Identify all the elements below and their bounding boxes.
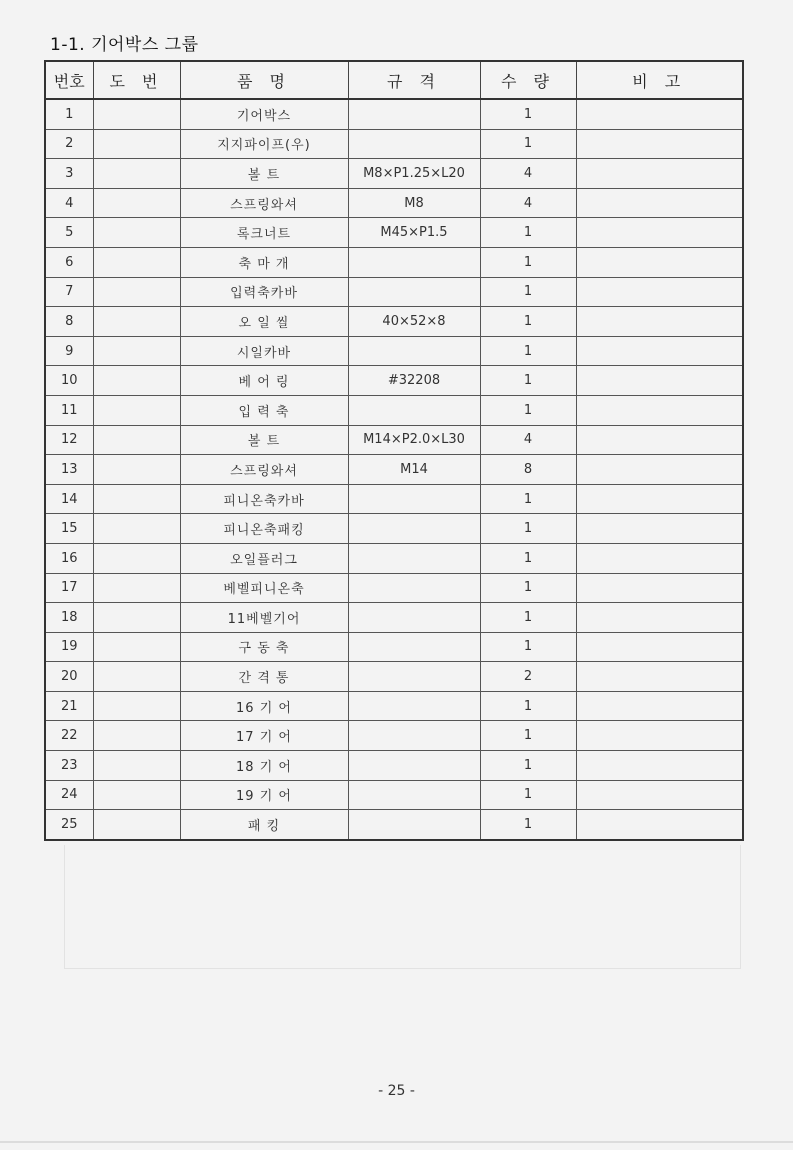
cell-drawing-number bbox=[93, 751, 180, 781]
cell-quantity: 4 bbox=[480, 188, 576, 218]
cell-number: 19 bbox=[45, 632, 93, 662]
cell-quantity: 4 bbox=[480, 425, 576, 455]
cell-specification: M8 bbox=[348, 188, 480, 218]
table-row bbox=[45, 810, 743, 840]
cell-remarks bbox=[576, 810, 743, 840]
cell-specification bbox=[348, 99, 480, 129]
cell-drawing-number bbox=[93, 425, 180, 455]
table-row bbox=[45, 662, 743, 692]
table-row bbox=[45, 188, 743, 218]
header-part-name: 품 명 bbox=[180, 61, 348, 99]
cell-specification: M14×P2.0×L30 bbox=[348, 425, 480, 455]
cell-quantity: 1 bbox=[480, 218, 576, 248]
cell-remarks bbox=[576, 632, 743, 662]
page-number: - 25 - bbox=[378, 1083, 415, 1099]
cell-remarks bbox=[576, 721, 743, 751]
cell-drawing-number bbox=[93, 218, 180, 248]
header-number: 번호 bbox=[45, 61, 93, 99]
table-row bbox=[45, 366, 743, 396]
cell-number: 11 bbox=[45, 395, 93, 425]
cell-quantity: 1 bbox=[480, 514, 576, 544]
cell-remarks bbox=[576, 603, 743, 633]
cell-number: 9 bbox=[45, 336, 93, 366]
cell-part-name: 19 기 어 bbox=[180, 780, 348, 810]
table-row bbox=[45, 395, 743, 425]
cell-drawing-number bbox=[93, 336, 180, 366]
cell-part-name: 입력축카바 bbox=[180, 277, 348, 307]
table-row bbox=[45, 218, 743, 248]
table-row bbox=[45, 129, 743, 159]
cell-remarks bbox=[576, 573, 743, 603]
cell-drawing-number bbox=[93, 395, 180, 425]
cell-remarks bbox=[576, 395, 743, 425]
cell-drawing-number bbox=[93, 543, 180, 573]
cell-number: 10 bbox=[45, 366, 93, 396]
cell-quantity: 1 bbox=[480, 810, 576, 840]
cell-part-name: 스프링와셔 bbox=[180, 188, 348, 218]
cell-remarks bbox=[576, 691, 743, 721]
cell-part-name: 16 기 어 bbox=[180, 691, 348, 721]
cell-part-name: 시일카바 bbox=[180, 336, 348, 366]
cell-drawing-number bbox=[93, 159, 180, 189]
cell-remarks bbox=[576, 336, 743, 366]
cell-specification bbox=[348, 632, 480, 662]
cell-quantity: 1 bbox=[480, 366, 576, 396]
cell-remarks bbox=[576, 159, 743, 189]
cell-number: 24 bbox=[45, 780, 93, 810]
cell-specification: #32208 bbox=[348, 366, 480, 396]
cell-drawing-number bbox=[93, 721, 180, 751]
cell-drawing-number bbox=[93, 691, 180, 721]
cell-specification bbox=[348, 603, 480, 633]
cell-number: 16 bbox=[45, 543, 93, 573]
cell-specification: 40×52×8 bbox=[348, 307, 480, 337]
cell-number: 23 bbox=[45, 751, 93, 781]
cell-specification bbox=[348, 484, 480, 514]
cell-specification bbox=[348, 691, 480, 721]
cell-quantity: 1 bbox=[480, 307, 576, 337]
cell-part-name: 입 력 축 bbox=[180, 395, 348, 425]
cell-specification bbox=[348, 395, 480, 425]
cell-remarks bbox=[576, 484, 743, 514]
cell-number: 17 bbox=[45, 573, 93, 603]
cell-specification bbox=[348, 573, 480, 603]
table-row bbox=[45, 573, 743, 603]
cell-part-name: 17 기 어 bbox=[180, 721, 348, 751]
cell-quantity: 1 bbox=[480, 484, 576, 514]
cell-drawing-number bbox=[93, 662, 180, 692]
cell-quantity: 1 bbox=[480, 573, 576, 603]
cell-quantity: 1 bbox=[480, 336, 576, 366]
header-specification: 규 격 bbox=[348, 61, 480, 99]
parts-table-body bbox=[45, 99, 743, 840]
cell-part-name: 지지파이프(우) bbox=[180, 129, 348, 159]
cell-remarks bbox=[576, 129, 743, 159]
cell-quantity: 8 bbox=[480, 455, 576, 485]
cell-number: 22 bbox=[45, 721, 93, 751]
table-row bbox=[45, 603, 743, 633]
cell-specification: M45×P1.5 bbox=[348, 218, 480, 248]
cell-number: 2 bbox=[45, 129, 93, 159]
cell-drawing-number bbox=[93, 366, 180, 396]
cell-quantity: 2 bbox=[480, 662, 576, 692]
cell-remarks bbox=[576, 188, 743, 218]
cell-number: 8 bbox=[45, 307, 93, 337]
cell-part-name: 오 일 씰 bbox=[180, 307, 348, 337]
cell-remarks bbox=[576, 543, 743, 573]
cell-specification bbox=[348, 129, 480, 159]
cell-quantity: 1 bbox=[480, 603, 576, 633]
cell-part-name: 볼 트 bbox=[180, 425, 348, 455]
cell-specification: M14 bbox=[348, 455, 480, 485]
cell-drawing-number bbox=[93, 99, 180, 129]
cell-drawing-number bbox=[93, 277, 180, 307]
cell-specification bbox=[348, 780, 480, 810]
table-row bbox=[45, 780, 743, 810]
table-row bbox=[45, 691, 743, 721]
cell-number: 25 bbox=[45, 810, 93, 840]
cell-number: 7 bbox=[45, 277, 93, 307]
table-row bbox=[45, 514, 743, 544]
cell-drawing-number bbox=[93, 780, 180, 810]
cell-specification bbox=[348, 662, 480, 692]
cell-quantity: 1 bbox=[480, 277, 576, 307]
cell-number: 13 bbox=[45, 455, 93, 485]
header-remarks: 비 고 bbox=[576, 61, 743, 99]
cell-specification bbox=[348, 247, 480, 277]
cell-part-name: 록크너트 bbox=[180, 218, 348, 248]
cell-remarks bbox=[576, 218, 743, 248]
cell-remarks bbox=[576, 366, 743, 396]
cell-remarks bbox=[576, 751, 743, 781]
cell-remarks bbox=[576, 425, 743, 455]
cell-part-name: 오일플러그 bbox=[180, 543, 348, 573]
cell-specification: M8×P1.25×L20 bbox=[348, 159, 480, 189]
table-row bbox=[45, 751, 743, 781]
cell-part-name: 구 동 축 bbox=[180, 632, 348, 662]
cell-number: 15 bbox=[45, 514, 93, 544]
cell-number: 18 bbox=[45, 603, 93, 633]
table-row bbox=[45, 543, 743, 573]
cell-quantity: 1 bbox=[480, 780, 576, 810]
cell-part-name: 11베벨기어 bbox=[180, 603, 348, 633]
table-row bbox=[45, 336, 743, 366]
cell-number: 1 bbox=[45, 99, 93, 129]
cell-specification bbox=[348, 721, 480, 751]
cell-drawing-number bbox=[93, 573, 180, 603]
cell-part-name: 피니온축카바 bbox=[180, 484, 348, 514]
cell-drawing-number bbox=[93, 632, 180, 662]
cell-drawing-number bbox=[93, 129, 180, 159]
cell-number: 4 bbox=[45, 188, 93, 218]
table-row bbox=[45, 277, 743, 307]
cell-specification bbox=[348, 543, 480, 573]
table-row bbox=[45, 307, 743, 337]
cell-part-name: 스프링와셔 bbox=[180, 455, 348, 485]
page-bottom-rule bbox=[0, 1141, 793, 1143]
table-row bbox=[45, 455, 743, 485]
cell-quantity: 1 bbox=[480, 543, 576, 573]
cell-part-name: 피니온축패킹 bbox=[180, 514, 348, 544]
cell-remarks bbox=[576, 780, 743, 810]
cell-number: 3 bbox=[45, 159, 93, 189]
table-header-row bbox=[45, 61, 743, 99]
section-title: 1-1. 기어박스 그룹 bbox=[50, 35, 199, 55]
cell-drawing-number bbox=[93, 455, 180, 485]
cell-drawing-number bbox=[93, 307, 180, 337]
table-row bbox=[45, 425, 743, 455]
cell-part-name: 볼 트 bbox=[180, 159, 348, 189]
cell-drawing-number bbox=[93, 247, 180, 277]
cell-drawing-number bbox=[93, 188, 180, 218]
cell-part-name: 베 어 링 bbox=[180, 366, 348, 396]
cell-drawing-number bbox=[93, 810, 180, 840]
cell-quantity: 1 bbox=[480, 99, 576, 129]
cell-number: 14 bbox=[45, 484, 93, 514]
blank-area bbox=[64, 845, 741, 969]
cell-part-name: 기어박스 bbox=[180, 99, 348, 129]
cell-quantity: 1 bbox=[480, 691, 576, 721]
cell-quantity: 4 bbox=[480, 159, 576, 189]
cell-specification bbox=[348, 751, 480, 781]
table-row bbox=[45, 484, 743, 514]
cell-quantity: 1 bbox=[480, 129, 576, 159]
table-row bbox=[45, 159, 743, 189]
cell-remarks bbox=[576, 455, 743, 485]
cell-quantity: 1 bbox=[480, 721, 576, 751]
cell-remarks bbox=[576, 247, 743, 277]
cell-number: 12 bbox=[45, 425, 93, 455]
table-row bbox=[45, 247, 743, 277]
header-quantity: 수 량 bbox=[480, 61, 576, 99]
table-row bbox=[45, 632, 743, 662]
cell-remarks bbox=[576, 307, 743, 337]
cell-remarks bbox=[576, 662, 743, 692]
cell-quantity: 1 bbox=[480, 247, 576, 277]
cell-part-name: 축 마 개 bbox=[180, 247, 348, 277]
cell-remarks bbox=[576, 277, 743, 307]
cell-number: 21 bbox=[45, 691, 93, 721]
cell-part-name: 간 격 통 bbox=[180, 662, 348, 692]
cell-quantity: 1 bbox=[480, 395, 576, 425]
cell-specification bbox=[348, 336, 480, 366]
table-row bbox=[45, 721, 743, 751]
cell-drawing-number bbox=[93, 514, 180, 544]
cell-quantity: 1 bbox=[480, 632, 576, 662]
cell-part-name: 패 킹 bbox=[180, 810, 348, 840]
cell-specification bbox=[348, 277, 480, 307]
header-drawing-number: 도 번 bbox=[93, 61, 180, 99]
cell-remarks bbox=[576, 514, 743, 544]
cell-drawing-number bbox=[93, 603, 180, 633]
cell-remarks bbox=[576, 99, 743, 129]
cell-drawing-number bbox=[93, 484, 180, 514]
cell-quantity: 1 bbox=[480, 751, 576, 781]
cell-specification bbox=[348, 810, 480, 840]
table-row bbox=[45, 99, 743, 129]
cell-number: 6 bbox=[45, 247, 93, 277]
cell-number: 20 bbox=[45, 662, 93, 692]
cell-specification bbox=[348, 514, 480, 544]
cell-part-name: 18 기 어 bbox=[180, 751, 348, 781]
parts-table bbox=[44, 60, 744, 841]
cell-number: 5 bbox=[45, 218, 93, 248]
cell-part-name: 베벨피니온축 bbox=[180, 573, 348, 603]
